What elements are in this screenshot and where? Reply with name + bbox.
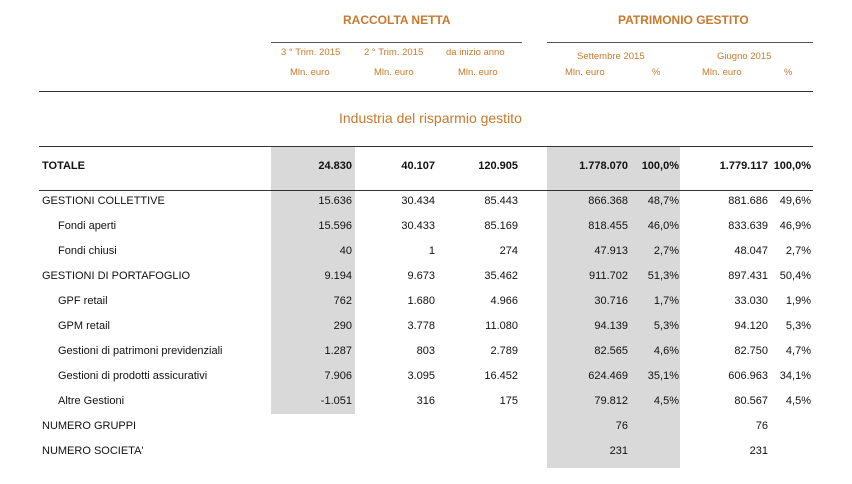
cell-sep: 47.913 bbox=[594, 245, 628, 257]
unit-q3: Mln. euro bbox=[290, 67, 330, 78]
cell-q3: 7.906 bbox=[324, 370, 352, 382]
cell-jun-pct: 49,6% bbox=[779, 195, 811, 207]
cell-q2: 1 bbox=[428, 245, 435, 257]
cell-q2: 3.778 bbox=[407, 320, 435, 332]
cell-sep: 76 bbox=[615, 420, 628, 432]
cell-jun: 881.686 bbox=[728, 195, 768, 207]
row-label: Gestioni di prodotti assicurativi bbox=[58, 370, 208, 382]
cell-jun: 33.030 bbox=[734, 295, 768, 307]
cell-ytd: 85.443 bbox=[484, 195, 518, 207]
cell-q2: 40.107 bbox=[401, 160, 435, 172]
cell-ytd: 175 bbox=[499, 395, 518, 407]
cell-sep-pct: 2,7% bbox=[653, 245, 679, 257]
cell-q3: 15.596 bbox=[318, 220, 352, 232]
row-label: NUMERO GRUPPI bbox=[42, 420, 137, 432]
header-bottom-rule bbox=[39, 91, 813, 92]
cell-jun: 80.567 bbox=[734, 395, 768, 407]
cell-jun-pct: 34,1% bbox=[779, 370, 811, 382]
cell-q3: -1.051 bbox=[320, 395, 352, 407]
cell-ytd: 16.452 bbox=[484, 370, 518, 382]
unit-ytd: Mln. euro bbox=[458, 67, 498, 78]
total-bottom-rule bbox=[39, 190, 813, 191]
cell-jun: 76 bbox=[755, 420, 768, 432]
section-title: Industria del risparmio gestito bbox=[339, 110, 522, 126]
cell-jun-pct: 2,7% bbox=[785, 245, 811, 257]
raccolta-netta-header: RACCOLTA NETTA bbox=[343, 13, 451, 27]
cell-sep: 624.469 bbox=[588, 370, 628, 382]
cell-sep-pct: 5,3% bbox=[653, 320, 679, 332]
cell-sep-pct: 4,6% bbox=[653, 345, 679, 357]
col-header-sep: Settembre 2015 bbox=[577, 51, 645, 62]
cell-q3: 9.194 bbox=[324, 270, 352, 282]
col-header-jun: Giugno 2015 bbox=[717, 51, 772, 62]
cell-jun-pct: 46,9% bbox=[779, 220, 811, 232]
cell-q3: 1.287 bbox=[324, 345, 352, 357]
raccolta-header-rule bbox=[271, 42, 522, 43]
cell-sep: 818.455 bbox=[588, 220, 628, 232]
row-label: GPM retail bbox=[58, 320, 110, 332]
cell-q3: 15.636 bbox=[318, 195, 352, 207]
cell-q2: 316 bbox=[416, 395, 435, 407]
row-label: Altre Gestioni bbox=[58, 395, 125, 407]
cell-ytd: 120.905 bbox=[478, 160, 518, 172]
row-label: Fondi chiusi bbox=[58, 245, 117, 257]
cell-sep-pct: 35,1% bbox=[647, 370, 679, 382]
cell-q2: 9.673 bbox=[407, 270, 435, 282]
cell-jun: 833.639 bbox=[728, 220, 768, 232]
cell-jun: 1.779.117 bbox=[719, 160, 768, 172]
patrimonio-gestito-header: PATRIMONIO GESTITO bbox=[618, 13, 749, 27]
cell-jun-pct: 100,0% bbox=[773, 160, 811, 172]
cell-sep-pct: 51,3% bbox=[647, 270, 679, 282]
cell-sep-pct: 100,0% bbox=[641, 160, 679, 172]
cell-sep: 231 bbox=[609, 445, 628, 457]
total-top-rule bbox=[39, 146, 813, 147]
cell-sep-pct: 1,7% bbox=[653, 295, 679, 307]
row-label: Fondi aperti bbox=[58, 220, 117, 232]
cell-q3: 40 bbox=[339, 245, 352, 257]
cell-q3: 762 bbox=[333, 295, 352, 307]
cell-q2: 803 bbox=[416, 345, 435, 357]
row-label: GPF retail bbox=[58, 295, 108, 307]
cell-ytd: 35.462 bbox=[484, 270, 518, 282]
cell-ytd: 11.080 bbox=[485, 320, 518, 332]
unit-jun: Mln. euro bbox=[702, 67, 742, 78]
cell-ytd: 85.169 bbox=[484, 220, 518, 232]
col-header-q3: 3 ° Trim. 2015 bbox=[281, 47, 341, 58]
cell-sep-pct: 46,0% bbox=[647, 220, 679, 232]
cell-sep: 911.702 bbox=[589, 270, 628, 282]
cell-jun-pct: 4,5% bbox=[785, 395, 811, 407]
cell-sep-pct: 48,7% bbox=[647, 195, 679, 207]
cell-jun: 606.963 bbox=[728, 370, 768, 382]
cell-q2: 3.095 bbox=[407, 370, 435, 382]
cell-sep: 79.812 bbox=[594, 395, 628, 407]
cell-ytd: 4.966 bbox=[490, 295, 518, 307]
cell-jun: 231 bbox=[749, 445, 768, 457]
cell-jun: 897.431 bbox=[728, 270, 768, 282]
cell-jun-pct: 4,7% bbox=[785, 345, 811, 357]
cell-q2: 30.434 bbox=[401, 195, 435, 207]
cell-jun: 94.120 bbox=[734, 320, 768, 332]
cell-q2: 1.680 bbox=[407, 295, 435, 307]
row-label: NUMERO SOCIETA' bbox=[42, 445, 144, 457]
patrimonio-header-rule bbox=[547, 42, 813, 43]
unit-sep-pct: % bbox=[652, 67, 661, 78]
cell-jun-pct: 50,4% bbox=[779, 270, 811, 282]
cell-jun: 82.750 bbox=[734, 345, 768, 357]
row-label: GESTIONI COLLETTIVE bbox=[42, 195, 165, 207]
cell-jun-pct: 1,9% bbox=[785, 295, 811, 307]
cell-ytd: 274 bbox=[499, 245, 518, 257]
cell-q2: 30.433 bbox=[401, 220, 435, 232]
cell-sep: 866.368 bbox=[588, 195, 628, 207]
unit-sep: Mln. euro bbox=[565, 67, 605, 78]
row-label: Gestioni di patrimoni previdenziali bbox=[58, 345, 223, 357]
cell-sep: 1.778.070 bbox=[579, 160, 628, 172]
col-header-q2: 2 ° Trim. 2015 bbox=[364, 47, 424, 58]
cell-jun: 48.047 bbox=[734, 245, 768, 257]
cell-sep-pct: 4,5% bbox=[653, 395, 679, 407]
cell-sep: 82.565 bbox=[594, 345, 628, 357]
cell-sep: 30.716 bbox=[594, 295, 628, 307]
cell-ytd: 2.789 bbox=[490, 345, 518, 357]
row-label: TOTALE bbox=[42, 160, 85, 172]
col-header-ytd: da inizio anno bbox=[446, 47, 505, 58]
cell-jun-pct: 5,3% bbox=[785, 320, 811, 332]
cell-q3: 24.830 bbox=[318, 160, 352, 172]
cell-q3: 290 bbox=[333, 320, 352, 332]
unit-q2: Mln. euro bbox=[374, 67, 414, 78]
row-label: GESTIONI DI PORTAFOGLIO bbox=[42, 270, 191, 282]
unit-jun-pct: % bbox=[784, 67, 793, 78]
cell-sep: 94.139 bbox=[594, 320, 628, 332]
